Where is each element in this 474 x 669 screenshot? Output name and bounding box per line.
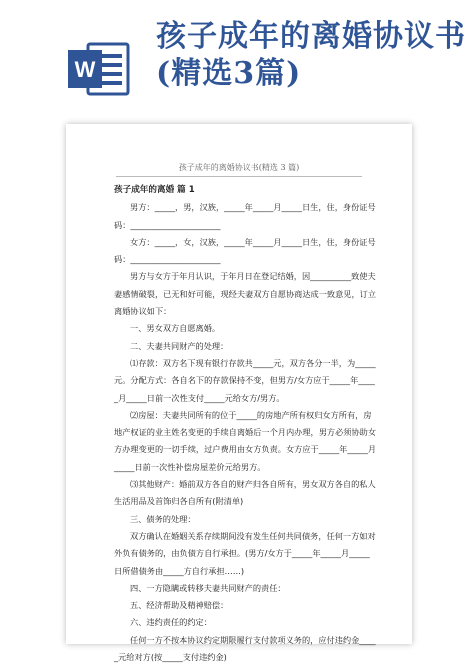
paragraph-female-party: 女方：_____，女，汉族，_____年_____月_____日生，住，身份证号码：______________________ bbox=[114, 236, 376, 265]
clause-2-heading: 二、夫妻共同财产的处理： bbox=[130, 340, 229, 351]
clause-4-heading: 四、一方隐瞒或转移夫妻共同财产的责任： bbox=[130, 582, 286, 593]
clause-3-body: 双方确认在婚姻关系存续期间没有发生任何共同债务，任何一方如对外负有债务的，由负债方自行承担。(男方/女方于_____年_____月_____日所借债务由_____方自行承担……) bbox=[114, 530, 376, 576]
header-banner bbox=[0, 0, 474, 128]
clause-1: 一、男女双方自愿离婚。 bbox=[130, 323, 221, 334]
page-title: 孩子成年的离婚协议书(精选3篇) bbox=[156, 19, 466, 91]
document-body bbox=[114, 182, 376, 666]
document-running-header: 孩子成年的离婚协议书(精选 3 篇) bbox=[178, 163, 300, 172]
clause-2-house: ⑵房屋：夫妻共同所有的位于_____的房地产所有权归女方所有，房地产权证的业主姓名变更的手续自离婚后一个月内办理，男方必须协助女方办理变更的一切手续，过户费用由女方负责。女方应于_____年_____月_____日前一次性补偿房屋差价元给男方。 bbox=[114, 409, 377, 472]
paragraph-preamble: 男方与女方于年月认识，于年月日在登记结婚，因__________致使夫妻感情破裂，已无和好可能，现经夫妻双方自愿协商达成一致意见，订立离婚协议如下： bbox=[114, 271, 377, 317]
clause-2-other: ⑶其他财产：婚前双方各自的财产归各自所有，男女双方各自的私人生活用品及首饰归各自所有(附清单) bbox=[114, 479, 376, 507]
clause-5-heading: 五、经济帮助及精神赔偿： bbox=[130, 600, 229, 611]
clause-3-heading: 三、债务的处理： bbox=[130, 513, 196, 524]
clause-6-body: 任何一方不按本协议约定期限履行支付款项义务的，应付违约金_____元给对方(按_____支付违约金) bbox=[114, 634, 376, 663]
word-doc-icon bbox=[66, 40, 130, 98]
clause-2-deposits: ⑴存款：双方名下现有银行存款共_____元，双方各分一半，为_____元。分配方式：各自名下的存款保持不变，但男方/女方应于_____年_____月_____日前一次性支付_____元给女方/男方。 bbox=[114, 357, 376, 403]
clause-6-heading: 六、违约责任的约定： bbox=[130, 617, 212, 628]
word-icon-letter: W bbox=[74, 57, 96, 82]
paragraph-male-party: 男方：_____，男，汉族，_____年_____月_____日生，住，身份证号码：______________________ bbox=[114, 202, 376, 230]
document-page bbox=[66, 124, 412, 663]
document-title: 孩子成年的离婚 篇 1 bbox=[114, 185, 195, 195]
header-divider bbox=[116, 176, 362, 177]
